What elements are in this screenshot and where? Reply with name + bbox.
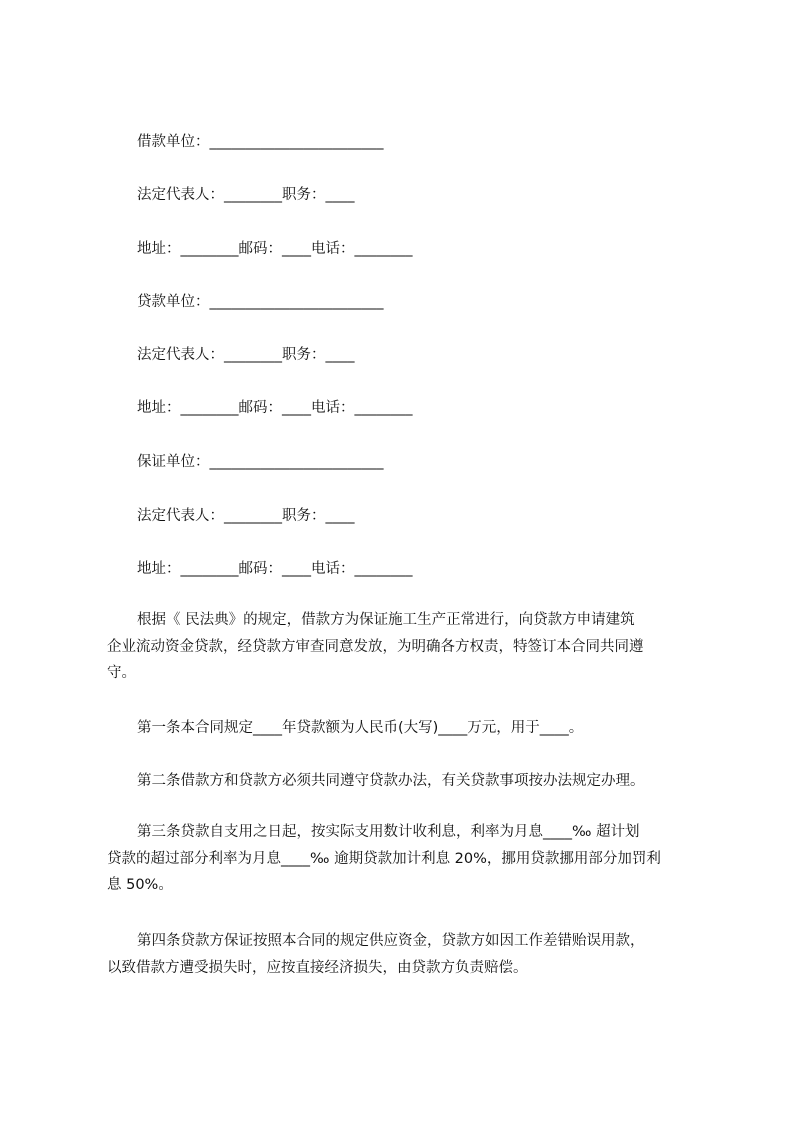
article-3-line: 息 50%。: [107, 877, 173, 893]
intro-line: 根据《 民法典》的规定，借款方为保证施工生产正常进行，向贷款方申请建筑: [137, 612, 635, 628]
guarantor-address-field: 地址：________邮码：____电话：________: [137, 561, 413, 577]
intro-line: 企业流动资金贷款，经贷款方审查同意发放，为明确各方权责，特签订本合同共同遵: [107, 638, 644, 655]
article-3-line: 第三条贷款自支用之日起，按实际支用数计收利息，利率为月息____‰ 超计划: [137, 824, 640, 840]
borrower-address-field: 地址：________邮码：____电话：________: [137, 241, 413, 257]
borrower-representative-field: 法定代表人：________职务：____: [137, 187, 355, 203]
borrower-unit-field: 借款单位：________________________: [137, 134, 384, 150]
article-4: [107, 928, 707, 981]
lender-representative-field: 法定代表人：________职务：____: [137, 347, 355, 363]
lender-unit-field: 贷款单位：________________________: [137, 294, 384, 310]
guarantor-representative-field: 法定代表人：________职务：____: [137, 508, 355, 524]
article-3: [107, 819, 707, 899]
guarantor-unit-field: 保证单位：________________________: [137, 454, 384, 470]
lender-address-field: 地址：________邮码：____电话：________: [137, 400, 413, 416]
intro-paragraph: [107, 607, 707, 687]
article-4-line: 第四条贷款方保证按照本合同的规定供应资金，贷款方如因工作差错贻误用款，: [137, 933, 645, 949]
article-4-line: 以致借款方遭受损失时，应按直接经济损失，由贷款方负责赔偿。: [107, 959, 528, 976]
article-2: 第二条借款方和贷款方必须共同遵守贷款办法，有关贷款事项按办法规定办理。: [137, 773, 645, 789]
article-1: 第一条本合同规定____年贷款额为人民币(大写)____万元，用于____。: [137, 720, 584, 736]
intro-line: 守。: [107, 665, 136, 681]
article-3-line: 贷款的超过部分利率为月息____‰ 逾期贷款加计利息 20%，挪用贷款挪用部分加罚利: [107, 850, 661, 867]
